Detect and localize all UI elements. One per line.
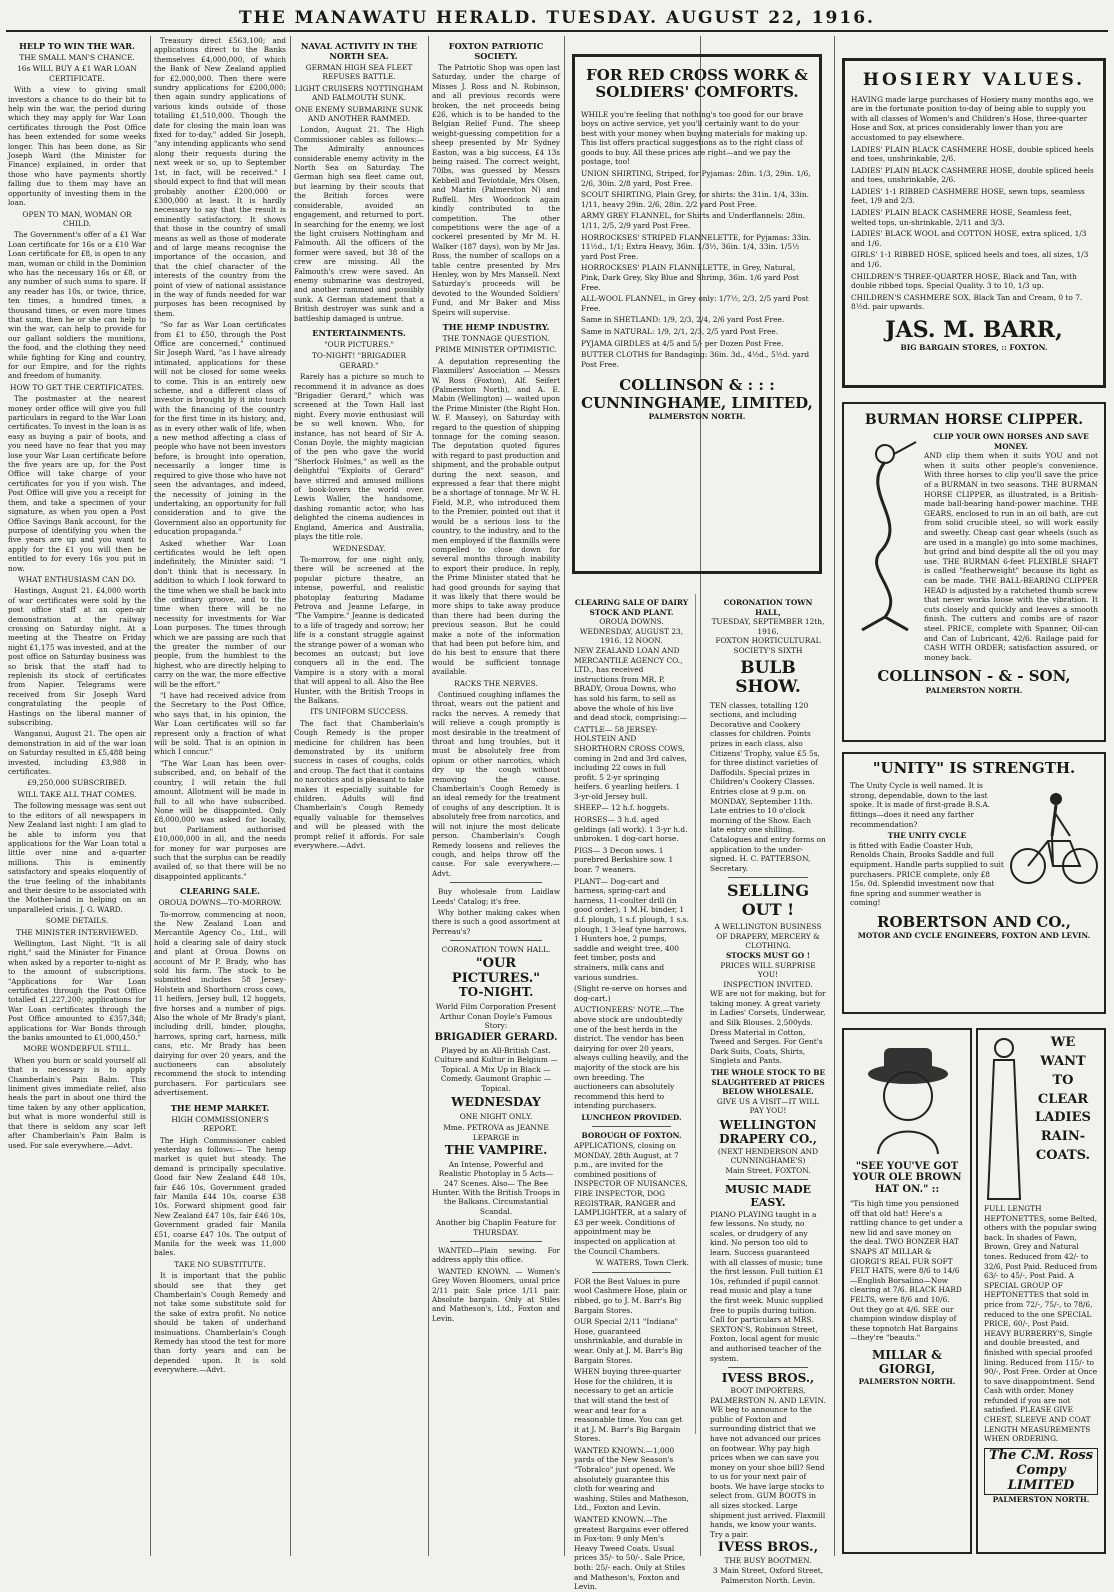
ad-body: The Unity Cycle is well named. It is strong, dependable, down to the last spoke. It is made of first-grade B.S.A. fittings—does it need any farther recommendation? <box>850 781 991 829</box>
dairy-sale-ad <box>568 594 696 1592</box>
price-list <box>581 169 813 369</box>
ad-body: NEW ZEALAND LOAN AND MERCANTILE AGENCY CO., LTD., has received instructions from MR. P. BRADY, Oroua Downs, who has sold his farm, to sell as above the whole of his live and dead stock, comprising:— <box>574 645 688 723</box>
subheading: WHAT ENTHUSIASM CAN DO. <box>18 574 136 584</box>
subheading: GERMAN HIGH SEA FLEET REFUSES BATTLE. <box>305 63 413 82</box>
price-list-item: Same in SHETLAND: 1/9, 2/3, 2/4, 2/6 yard Post Free. <box>581 315 785 325</box>
article-paragraph: The following message was sent out to the editors of all newspapers in New Zealand last night: I am glad to be able to inform you that applications for the War Loan total a little over nine and a-quarter millions. This is eminently satisfactory and speaks eloquently of the true feeling of the inhabitants and their desire to be associated with the Mother-land in helping on an unparalleled crisis. J. G. WARD. <box>8 801 146 914</box>
classified: FOR the Best Values in pure wool Cashmere Hose, plain or ribbed, go to J. M. Barr's Big Bargain Stores. <box>574 1276 687 1315</box>
ad-text: THE BUSY BOOTMEN. <box>724 1556 812 1566</box>
subheading: OROUA DOWNS—TO-MORROW. <box>158 898 282 908</box>
article-paragraph: It is important that the public should see that they get Chamberlain's Cough Remedy and not take some substitute sold for the sake of extra profit. No notice should be taken of underhand insinuations. Chamberlain's Cough Remedy has stood the test for more than forty years and can be depended upon. It is sold everywhere.—Advt. <box>154 1271 286 1375</box>
classified: WANTED KNOWN.—1,000 yards of the New Season's "Tobralco" just opened. We absolutely guarantee this cloth for wearing and washing. Stiles and Matheson, Ltd., Foxton and Levin. <box>574 1445 689 1513</box>
article-paragraph: London, August 21. The High Commissioner cables as follows:— The Admiralty announces considerable enemy activity in the North Sea on Saturday. The German high sea fleet came out, but learning by their scouts that the British forces were considerable, avoided an engagement, and returned to port. In searching for the enemy, we lost the light cruisers Nottingham and Falmouth. All the officers of the former were saved, but 38 of the crew are missing. All the Falmouth's crew were saved. An enemy submarine was destroyed, and another rammed and possibly sunk. A German statement that a British destroyer was sunk and a battleship damaged is untrue. <box>294 125 424 323</box>
stock-list: PIGS— 3 Decon sows. 1 purebred Berkshire sow. 1 boar. 7 weaners. <box>574 845 674 875</box>
headline: ENTERTAINMENTS. <box>312 327 406 338</box>
column-divider <box>428 36 429 1556</box>
headline: CLEARING SALE. <box>180 886 260 897</box>
price-list-item: PYJAMA GIRDLES at 4/5 and 5/- per Dozen Post Free. <box>581 338 784 348</box>
firm-name: IVESS BROS., <box>717 1540 819 1556</box>
ad-body: AND clip them when it suits YOU and not when it suits other people's convenience. With three horses to clip you'll save the price of a BURMAN in two seasons. THE BURMAN HORSE CLIPPER, as illustrated, is a British-made ball-bearing hand-power machine. THE GEARS, enclosed to run in an oil bath, are cut from solid crucible steel, so will work easily and sweetly. Cheap cast gear wheels (such as are used in a mangle) go into some machines, but grind and bind despite all the oil you may use. THE BURMAN 6-feet FLEXIBLE SHAFT is called "featherweight" because its light as can be made. THE BALL-BEARING CLIPPER HEAD is adjusted by a ratcheted thumb screw that never works loose with the vibration. It cuts closely and quickly and leaves a smooth finish. The cutters and combs are of razor steel. PRICE, complete with Spanner, Oil-can and Can of Lubricant, 42/6. Railage paid for CASH WITH ORDER; satisfaction assured, or money back. <box>924 451 1098 662</box>
ad-date: WEDNESDAY, AUGUST 23, 1916. 12 NOON. <box>579 626 684 646</box>
article-paragraph: With a view to giving small investors a chance to do their bit to help win the war, the period during which they may apply for War Loan certificates through the Post Office has been extended for some weeks longer. This has been done, as Sir Joseph Ward (the Minister for Finance) explained, in order that those who have payments shortly falling due to them may have an opportunity of investing them in the loan. <box>8 85 146 208</box>
subheading: ITS UNIFORM SUCCESS. <box>310 707 408 717</box>
article-paragraph: "So far as War Loan certificates from £1 to £50, through the Post Office are concerned," continued Sir Joseph Ward, "as I have already intimated, applications for these will not be closed for some weeks to come. This is an entirely new scheme, and a different class of investor is brought by it into touch with the financing of the country for the first time in its history, and, as in every other walk of life, when a new method affecting a class of people who have not been investors before, is brought into operation, necessarily a longer time is required to give those who have not seen the advantages, and indeed, the necessity of joining in the undertaking, an opportunity for full consideration and to give the Government also an opportunity for education propaganda." <box>154 320 286 537</box>
man-in-hat-illustration <box>850 1034 966 1154</box>
ad-body: PIANO PLAYING taught in a few lessons. No study, no scales, or drudgery of any kind. No person too old to learn. Success guaranteed with all classes of music; tune the first lesson. Full tuition £1 10s, refunded if pupil cannot read music and play a tune the first week. Music supplied free to pupils during tuition. Call for particulars at MRS. SEXTON'S, Robinson Street, Foxton, local agent for music and authorised teacher of the system. <box>710 1209 824 1363</box>
subheading: THE MINISTER INTERVIEWED. <box>16 927 138 937</box>
subheading: "OUR PICTURES." <box>324 339 394 349</box>
bicycle-illustration <box>1008 781 1098 891</box>
price-list <box>851 145 1097 313</box>
divider <box>592 1126 671 1127</box>
headline: FOXTON PATRIOTIC SOCIETY. <box>448 41 544 61</box>
ad-text: Another big Chaplin Feature for THURSDAY. <box>435 1218 557 1237</box>
ad-text: An Intense, Powerful and Realistic Photoplay in 5 Acts—247 Scenes. Also— The Bee Hunter. With the British Troops in the Balkans. Circumstantial Scandal. <box>432 1159 561 1216</box>
ad-text: BOOT IMPORTERS, PALMERSTON N. AND LEVIN. <box>710 1385 826 1405</box>
price-list-item: BUTTER CLOTHS for Bandaging: 36in. 3d., 4½d., 5½d. yard Post Free. <box>581 350 810 369</box>
subheading: £9,250,000 SUBSCRIBED. <box>27 778 127 788</box>
horse-clipper-illustration <box>850 432 920 632</box>
ad-title: BULB SHOW. <box>735 657 801 698</box>
article-paragraph: The Government's offer of a £1 War Loan certificate for 16s or a £10 War Loan certificate for £8, is open to any man, woman or child in the Dominion who has the necessary 16s or £8, or any number of such sums to spare. If any reader has 10s, or twice, thrice, ten times, a hundred times, a thousand times, or even more times that sum, then he or she can help to win the war, can help to provide for our gallant soldiers the munitions, the food, and the clothing they need while fighting for King and country, for our Empire, and for the rights and freedom of humanity. <box>8 230 146 381</box>
ad-text: STOCKS MUST GO ! <box>725 950 811 960</box>
article-paragraph: When you burn or scald yourself all that is necessary is to apply Chamberlain's Pain Balm. This liniment gives immediate relief, also heals the part in about one third the time taken by any other application, but what is more wonderful still is that there is seldom any scar left after Chamberlain's Pain Balm is used. For sale everywhere.—Advt. <box>8 1055 146 1150</box>
subheading: TO-NIGHT! "BRIGADIER GERARD." <box>311 351 407 370</box>
ad-intro: WHILE you're feeling that nothing's too good for our brave boys on active service, yet you'll certainly want to do your best with your money when buying materials for making up. This list offers practical suggestions as to the right class of goods to buy. All these prices are right—and we pay the postage, too! <box>581 109 808 167</box>
classified: WANTED KNOWN. — Women's Grey Woven Bloomers, usual price 2/11 pair. Sale price 1/11 pair. Absolute bargain. Only at Stiles and Matheson's, Ltd., Foxton and Levin. <box>432 1266 560 1323</box>
ad-body: "Tis high time you pensioned off that old hat! Here's a rattling chance to get under a new lid and save money on the deal. TWO BONZER HAT SNAPS AT MILLAR & GIORGI'S REAL FUR SOFT FELT HATS, were 8/6 to 14/6—English Borsalino—Now clearing at 7/6. BLACK HARD FELTS, were 8/6 and 10/6. Out they go at 4/6. SEE our champion window display of these topnotch Hat Bargains—they're "beauts." <box>850 1199 963 1343</box>
firm-sub: MOTOR AND CYCLE ENGINEERS, FOXTON AND LEVIN. <box>857 931 1091 941</box>
ad-text: FOXTON HORTICULTURAL SOCIETY'S SIXTH <box>715 636 821 655</box>
ad-intro: HAVING made large purchases of Hosiery many months ago, we are in the fortunate position to-day of being able to supply you with all classes of Women's and Children's Hose, three-quarter Hose and Sox, at prices considerably lower than you are accustomed to pay elsewhere. <box>851 94 1094 142</box>
ad-title: TO-NIGHT. <box>458 985 534 1000</box>
price-list-item: Same in NATURAL: 1/9, 2/1, 2/3, 2/5 yard Post Free. <box>581 326 779 336</box>
article-paragraph: Hastings, August 21. £4,000 worth of war certificates were sold by the post office staff at an open-air demonstration at the railway crossing on Saturday night. At a meeting at the Theatre on Friday night £1,175 was invested, and at the post office on Saturday business was so brisk that the staff had to replenish its stock of certificates from Napier. Telegrams were received from Sir Joseph Ward congratulating the people of Hastings on the liberal manner of subscribing. <box>8 586 146 728</box>
classified: WHEN buying three-quarter Hose for the children, it is necessary to get an article that will stand the test of wear and tear for a reasonable time. You can get it at J. M. Barr's Big Bargain Stores. <box>574 1367 683 1444</box>
masthead <box>6 6 1108 32</box>
cm-ross-ad <box>976 1028 1106 1554</box>
price-list-item: LADIES' PLAIN BLACK CASHMERE HOSE, double spliced heels and toes, unshrinkable, 2/6. <box>851 144 1094 164</box>
article-paragraph: "I have had received advice from the Secretary to the Post Office, who says that, in his opinion, the War Loan certificates will so far represent only a fraction of what will be sold. That is an opinion in which I concur." <box>154 691 286 757</box>
firm-name: JAS. M. BARR, <box>885 317 1063 344</box>
ad-body: WE are not for making, but for taking money. A great variety in Ladies' Corsets, Underwear, and Silk Blouses. 2,500yds. Dress Material in Cotton, Tweed and Serges. For Gent's Dark Suits, Coats, Shirts, Singlets and Pants. <box>710 989 826 1066</box>
price-list-item: CHILDREN'S THREE-QUARTER HOSE, Black and Tan, with double ribbed tops. Special Quality. 3 to 10, 1/3 up. <box>851 271 1077 291</box>
ad-text: GIVE US A VISIT—IT WILL PAY YOU! <box>716 1096 820 1116</box>
ad-note: (Slight re-serve on horses and dog-cart.) <box>574 984 687 1003</box>
ad-place: OROUA DOWNS. <box>599 617 664 627</box>
price-list-item: LADIES' 1-1 RIBBED CASHMERE HOSE, sewn tops, seamless feet, 1/9 and 2/3. <box>851 186 1085 206</box>
subheading: ONE ENEMY SUBMARINE SUNK AND ANOTHER RAMMED. <box>295 104 423 124</box>
ad-title: "UNITY" IS STRENGTH. <box>872 759 1076 777</box>
ad-body: FULL LENGTH HEPTONETTES, some Belted, others with the popular swing back. In shades of Fawn, Brown, Grey and Natural tones. Reduced from 42/- to 32/6, Post Paid. Reduced from 63/- to 45/-, Post Paid. A SPECIAL GROUP OF HEPTONETTES that sold in price from 72/-, 75/-, to 78/6, reduced to the one SPECIAL PRICE, 60/-, Post Paid. HEAVY BURBERRY'S, Single and double breasted, and finished with special proofed lining. Reduced from 115/- to 90/-, Post Free. Order at Once to save disappointment. Send Cash with order. Money refunded if you are not satisfied. PLEASE GIVE CHEST, SLEEVE AND COAT LENGTH MEASUREMENTS WHEN ORDERING. <box>984 1204 1098 1444</box>
ad-title: MUSIC MADE EASY. <box>724 1183 812 1210</box>
stock-list: HORSES— 3 h.d. aged geldings (all work). 1 3-yr h.d. unbroken. 1 dog-cart horse. <box>574 815 688 844</box>
classified: OUR Special 2/11 "Indiana" Hose, guaranteed unshrinkable, and durable in wear. Only at J. M. Barr's Big Bargain Stores. <box>574 1317 683 1365</box>
subheading: THE TONNAGE QUESTION. <box>442 333 550 343</box>
subheading: 16s WILL BUY A £1 WAR LOAN CERTIFICATE. <box>17 64 137 83</box>
ad-text: 3 Main Street, Oxford Street, Palmerston North. Levin. <box>712 1565 824 1585</box>
ad-title: FOR RED CROSS WORK & SOLDIERS' COMFORTS. <box>586 66 808 102</box>
subheading: OPEN TO MAN, WOMAN OR CHILD. <box>22 209 132 228</box>
article-paragraph: The fact that Chamberlain's Cough Remedy is the proper medicine for children has been demonstrated by its uniform success in cases of coughs, colds and croup. The fact that it contains no narcotics and is pleasant to take makes it especially suitable for children. Adults will find Chamberlain's Cough Remedy equally valuable for themselves and will be pleased with the prompt relief it affords. For sale everywhere.—Advt. <box>294 718 424 851</box>
ad-title: SELLING OUT ! <box>726 881 810 919</box>
subheading: RACKS THE NERVES. <box>454 678 538 688</box>
ad-body: AUCTIONEERS' NOTE.—The above stock are undoubtedly one of the best herds in the district. The vendor has been dairying for over 20 years, always culling heavily, and the majority of the stock are his own breeding. The auctioneers can absolutely recommend this herd to intending purchasers. <box>574 1005 689 1111</box>
firm-name: COLLINSON - & - SON, <box>877 667 1071 686</box>
stock-list: SHEEP— 12 h.f. hoggets. <box>574 803 670 813</box>
subheading: SOME DETAILS. <box>45 916 109 926</box>
article-paragraph: The postmaster at the nearest money order office will give you full particulars in regard to the War Loan certificates. To invest in the loan is as easy as buying a pair of boots, and you need have no fear that you may lose your War Loan certificate before the five years are up, for the Post Office will take charge of your certificates for you if you wish. The Post Office will give you a receipt for them, and take a specimen of your signature, as when you open a Post Office Savings Bank account, for the purpose of identifying you when the five years are up and you want to apply for the £1 you will then be entitled to for every 16s you put in now. <box>8 394 146 573</box>
ad-title: WE WANT TO CLEAR LADIES RAIN-COATS. <box>1035 1035 1091 1164</box>
subheading: TAKE NO SUBSTITUTE. <box>174 1259 266 1269</box>
ad-text: ONE NIGHT ONLY. <box>459 1111 533 1121</box>
right-inner-column <box>704 594 832 1585</box>
divider <box>450 940 542 941</box>
subheading: WEDNESDAY. <box>332 543 386 553</box>
hall-name: CORONATION TOWN HALL. <box>441 945 551 955</box>
ad-text: A WELLINGTON BUSINESS OF DRAPERY, MERCERY & CLOTHING. <box>714 922 822 951</box>
headline: NAVAL ACTIVITY IN THE NORTH SEA. <box>301 41 417 61</box>
article-paragraph: Continued coughing inflames the throat, wears out the patient and racks the nerves. A remedy that will relieve a cough promptly is most desirable in the treatment of throat and lung troubles, but it must be absolutely free from opium or other narcotics, which dry up the cough without removing the cause. Chamberlain's Cough Remedy is an ideal remedy for the treatment of coughs of any description. It is absolutely free from narcotics, and will not injure the most delicate person. Chamberlain's Cough Remedy loosens and relieves the cough, and helps throw off the cause. For sale everywhere.—Advt. <box>432 690 560 878</box>
firm-name: ROBERTSON AND CO., <box>877 912 1071 931</box>
stock-list: CATTLE— 58 JERSEY-HOLSTEIN AND SHORTHORN CROSS COWS, coming in 2nd and 3rd calves, including 22 cows in full profit. 5 2-yr springing heifers. 6 yearling heifers. 1 3-yr-old Jersey bull. <box>574 724 687 801</box>
column-divider <box>290 36 291 1556</box>
ad-subhead: THE UNITY CYCLE <box>887 831 967 841</box>
article-paragraph: "The War Loan has been over-subscribed, and, on behalf of the country, I will retain the full amount. Allotment will be made in full to all who have subscribed. None will be disappointed. Only £8,000,000 was asked for locally, but Parliament authorised £10,000,000 in all, and the needs for money for war purposes are such that the surplus can be readily availed of, so that there will be no disappointed applicants." <box>154 758 286 881</box>
firm-town: PALMERSTON NORTH. <box>925 685 1023 695</box>
ad-body: APPLICATIONS, closing on MONDAY, 28th August, at 7 p.m., are invited for the combined positions of INSPECTOR OF NUISANCES, FIRE INSPECTOR, DOG REGISTRAR, RANGER and LAMPLIGHTER, at a salary of £3 per week. Conditions of appointment may be inspected on application at the Council Chambers. <box>574 1141 688 1256</box>
divider <box>728 1179 808 1180</box>
ad-body: is fitted with Eadie Coaster Hub, Renolds Chain, Brooks Saddle and full equipment. Handle parts supplied to suit purchasers. PRICE complete, only £8 15s. 0d. Splendid investment now that fine spring and summer weather is coming! <box>850 840 1004 908</box>
column-3 <box>294 36 424 1556</box>
divider <box>592 1272 671 1273</box>
lady-raincoat-illustration <box>984 1034 1024 1204</box>
article-paragraph: The High Commissioner cabled yesterday as follows:— The hemp market is quiet but steady. The demand is principally speculative. Good fair New Zealand £48 10s, fair £46 10s, Government graded fair Manila £44 10s, coarse £38 10s. Forward shipment good fair New Zealand £47 10s, fair £46 10s, Government graded fair Manila £51, coarse £47 10s. The output of Manila for the week was 11,000 bales. <box>154 1135 286 1258</box>
article-paragraph: To-morrow, for one night only, there will be screened at the popular picture theatre, an intense, powerful, and realistic photoplay featuring Madame Petrova and Jeanne Lefarge, in "The Vampire." Jeanne is dedicated to a life of tragedy and sorrow; her life is a constant struggle against the strange power of a woman who becomes an outcast; but love conquers all in the end. The Vampire is a story with a moral that will appeal to all. Also the Bee Hunter, with the British Troops in the Balkans. <box>294 554 424 705</box>
column-divider <box>834 36 835 1556</box>
divider <box>450 1241 542 1242</box>
price-list-item: LADIES' PLAIN BLACK CASHMERE HOSE, double spliced heels and toes, unshrinkable, 2/6. <box>851 165 1094 185</box>
firm-town: PALMERSTON NORTH. <box>648 411 746 421</box>
column-divider <box>150 36 151 1556</box>
price-list-item: GIRLS' 1-1 RIBBED HOSE, spliced heels and toes, all sizes, 1/3 and 1/6. <box>851 250 1089 270</box>
unity-cycle-ad <box>842 752 1106 1014</box>
firm-name: COLLINSON & : : : CUNNINGHAME, LIMITED, <box>581 376 813 412</box>
ad-text: Main Street, FOXTON. <box>725 1165 811 1175</box>
ad-title: WEDNESDAY <box>451 1094 541 1109</box>
ad-title: "OUR PICTURES." <box>451 955 541 986</box>
ad-sign: W. WATERS, Town Clerk. <box>595 1258 689 1268</box>
column-2 <box>154 36 286 1556</box>
ad-footer: LUNCHEON PROVIDED. <box>581 1112 682 1122</box>
firm-town: PALMERSTON NORTH. <box>858 1376 956 1386</box>
price-list-item: ALL-WOOL FLANNEL, in Grey only: 1/7½, 2/3, 2/5 yard Post Free. <box>581 294 809 313</box>
ad-text: PRICES WILL SURPRISE YOU! <box>720 960 816 980</box>
price-list-item: CHILDREN'S CASHMERE SOX, Black Tan and Cream, 0 to 7. 8½d. pair upwards. <box>851 292 1083 312</box>
red-cross-ad <box>572 54 822 574</box>
classified: WANTED KNOWN.—The greatest Bargains ever offered in Fox-ton: 9 only Men's Heavy Tweed Coats. Usual prices 35/- to 50/-. Sale Price, both: 25/- each. Only at Stiles and Matheson's, Foxton and Levin. <box>574 1515 689 1592</box>
ad-body: WE beg to announce to the public of Foxton and surrounding district that we have not advanced our prices on footwear. Why pay high prices when we can save you money on your shoe bill? Send to us for your next pair of boots. We have large stocks to select from. GUM BOOTS in all sizes stocked. Large shipment just arrived. Flaxmill hands, we know your wants. Try a pair. <box>710 1405 826 1539</box>
ad-title: CLEARING SALE OF DAIRY STOCK AND PLANT. <box>574 598 689 617</box>
article-paragraph: A deputation representing the Flaxmillers' Association — Messrs W. Ross (Foxton), Alf. Seifert (Palmerston North), and A. E. Mabin (Wellington) — waited upon the Prime Minister (the Right Hon. W. F. Massey), on Saturday with regard to the question of shipping tonnage for the coming season. The deputation quoted figures with regard to past production and shipment, and the probable output during the next season, and expressed a fear that there might be a shortage of tonnage. Mr W. H. Field, M.P., who introduced them to the Premier, pointed out that it would be a serious loss to the country, to the industry, and to the men employed if the flaxmills were compelled to close down for several months through inability to export their produce. In reply, the Prime Minister stated that he had good grounds for saying that it was likely that there would be more ships to take away produce than there had been during the previous season. But he could make a note of the information that had been put before him, and do his best to ensure that there would be sufficient tonnage available. <box>432 356 560 677</box>
price-list-item: LADIES' PLAIN BLACK CASHMERE HOSE, Seamless feet, welted tops, un-shrinkable, 2/11 and 3/3. <box>851 208 1072 227</box>
headline: THE HEMP INDUSTRY. <box>442 321 550 332</box>
horse-clipper-ad <box>842 402 1106 742</box>
store-logo: The C.M. Ross Compy LIMITED <box>984 1448 1098 1495</box>
ad-text: INSPECTION INVITED. <box>723 979 813 989</box>
price-list-item: HORROCKSES' STRIPED FLANNELETTE, for Pyjamas: 33in. 11½d., 1/1; Extra Heavy, 36in. 1/3½, 36in. 1/4, 33in. 1/5½ yard Post Free. <box>581 232 811 261</box>
column-divider <box>564 36 565 1556</box>
film-title: THE VAMPIRE. <box>444 1143 548 1157</box>
subheading: LIGHT CRUISERS NOTTINGHAM AND FALMOUTH SUNK. <box>294 83 424 103</box>
subheading: THE SMALL MAN'S CHANCE. <box>19 53 135 62</box>
hall-name: CORONATION TOWN HALL, <box>723 598 813 617</box>
ad-text: Played by an All-British Cast. Culture and Kultur in Belgium —Topical. A Mix Up in Black —Comedy. Gaumont Graphic —Topical. <box>434 1045 558 1093</box>
firm-name: IVESS BROS., <box>721 1371 815 1386</box>
ad-text: World Film Corporation Present Arthur Conan Doyle's Famous Story: <box>435 1002 557 1031</box>
film-title: BRIGADIER GERARD. <box>434 1032 558 1044</box>
ad-body: TEN classes, totalling 120 sections, and including Decorative and Cookery classes for children. Points prizes in each class, also Citizens' Trophy, value £5 5s, for three distinct varieties of Daffodils. Special prizes in Children's Cookery Classes. Entries close at 9 p.m. on MONDAY, September 11th. Late entries to 10 o'clock morning of the Show. Each late entry one shilling. Catalogues and entry forms on application to the under-signed. H. C. PATTERSON, Secretary. <box>710 700 826 873</box>
price-list-item: LADIES' BLACK WOOL and COTTON HOSE, extra spliced, 1/3 and 1/6. <box>851 229 1087 248</box>
millar-giorgi-ad <box>842 1028 972 1554</box>
article-paragraph: The Patriotic Shop was open last Saturday, under the charge of Misses J. Ross and N. Robinson, and all previous records were broken, the net proceeds being £26, which is to be handed to the Belgian Relief Fund. The sheep weight-guessing competition for a sheep presented by Mr Sydney Easton, was a big success, £4 13s being raised. The correct weight, 70lbs, was guessed by Messrs Kebbell and Teviotdale, Mrs Olsen, and Martin (Palmerston N) and Ruffell. Mrs Woodcock again kindly contributed to the competition. The other competitions were the age of a cockerel presented by Mr M. H. Walker (187 days), won by Mr Jas. Ross, the number of scallops on a table centre presented by Mrs Henley, won by Mrs Mansell. Next Saturday's proceeds will be devoted to the Wounded Soldiers' Fund, and Mr Baker and Miss Speirs will supervise. <box>432 63 560 317</box>
subheading: HOW TO GET THE CERTIFICATES. <box>10 382 144 392</box>
price-list-item: ARMY GREY FLANNEL, for Shirts and Underflannels: 28in. 1/11, 2/5, 2/9 yard Post Free. <box>581 211 805 231</box>
ad-title: BURMAN HORSE CLIPPER. <box>864 412 1084 428</box>
ad-text: THE WHOLE STOCK TO BE SLAUGHTERED AT PRICES BELOW WHOLESALE. <box>710 1068 826 1097</box>
price-list-item: UNION SHIRTING, Striped, for Pyjamas: 28in. 1/3, 29in. 1/6, 2/6, 30in. 2/8 yard, Post Free. <box>581 169 811 188</box>
firm-town: PALMERSTON NORTH. <box>992 1494 1090 1504</box>
stock-list: PLANT— Dog-cart and harness, spring-cart and harness, 11-coulter drill (in good order), 1 M.H. binder, 1 d.f. plough, 1 s.f. plough, 1 s.s. plough, 1 3-leaf tyne harrows, 1 Hunters hoe, 2 pumps, saddle and weight tree, 400 feet timber, posts and strainers, milk cans and various sundries. <box>574 876 689 982</box>
article-paragraph: Treasury direct £563,100; and applications direct to the Banks themselves £4,000,000, of which the Bank of New Zealand applied for £2,000,000. Then there were sundry applications for £200,000; then again sundry applications of various kinds outside of those totalling £1,510,000. Though the date for closing the main loan was fixed for to-day," added Sir Joseph, "any intending applicants who send along their requests during the next week or so, up to September 1st, in fact, will be received." I should expect to find that will mean probably another £200,000 or £300,000 at least. It is hardly necessary to say that the result is eminently satisfactory. It shows that those in the country of small means as well as those of moderate and of large means recognise the importance of the occasion, and that the chief character of the interests of the country from the point of view of national assistance in the way of funds needed for war purposes has been recognised by them. <box>154 36 286 318</box>
ad-title: HOSIERY VALUES. <box>862 70 1086 90</box>
classified: WANTED—Plain sewing. For address apply this office. <box>432 1246 560 1265</box>
ad-lead: CLIP YOUR OWN HORSES AND SAVE MONEY. <box>933 432 1089 451</box>
column-4 <box>432 36 560 1556</box>
price-list-item: HORROCKSES' PLAIN FLANNELETTE, in Grey, Natural, Pink, Dark Grey, Sky Blue and Shrimp, 36in. 1/6 yard Post Free. <box>581 263 799 292</box>
firm-store: BIG BARGAIN STORES, :: FOXTON. <box>900 343 1048 353</box>
article-paragraph: Rarely has a picture so much to recommend it in advance as does "Brigadier Gerard," which was screened at the Town Hall last night. Every movie enthusiast will be so well known. Who, for instance, has not heard of Sir A. Conan Doyle, the mighty magician of the pen who gave the world "Sherlock Holmes," as well as the delightful "Exploits of Gerard" have stirred and amused millions of book-lovers the world over. Lewis Waller, the handsome, dashing romantic actor, who has delighted the cinema audiences in England, America and Australia, plays the title role. <box>294 372 424 542</box>
subheading: PRIME MINISTER OPTIMISTIC. <box>435 345 557 355</box>
divider <box>450 882 542 883</box>
ad-text: (NEXT HENDERSON AND CUNNINGHAME'S) <box>717 1146 819 1166</box>
article-paragraph: Wanganui, August 21. The open air demonstration in aid of the war loan on Saturday resulted in £5,488 being invested, including £3,988 in certificates. <box>8 729 146 777</box>
subheading: WILL TAKE ALL THAT COMES. <box>17 789 137 799</box>
hosiery-ad <box>842 58 1106 388</box>
divider <box>728 877 808 878</box>
subheading: MORE WONDERFUL STILL. <box>23 1044 131 1054</box>
headline: HELP TO WIN THE WAR. <box>19 41 135 51</box>
column-1 <box>8 36 146 1556</box>
article-paragraph: Wellington, Last Night. "It is all right," said the Minister for Finance when asked by a reporter to-night as to the amount of subscriptions. "Applications for War Loan certificates through the Post Office totalled £1,227,200; applications for War Loan certificates through the Post Office amounted to £357,348; applications for War Bonds through the banks amounted to £1,000,450." <box>8 938 146 1043</box>
article-paragraph: Asked whether War Loan certificates would be left open indefinitely, the Minister said: "I don't think that is necessary. In addition to which I look forward to the time when we shall be back into the ordinary groove, and to the time when there will be no necessity for investments for War Loan purposes. The times through which we are passing are such that the greater the number of our people, from the humblest to the highest, who are directly helping to carry on the war, the more effective will be the effort." <box>154 538 286 689</box>
masthead-title: THE MANAWATU HERALD. TUESDAY. AUGUST 22, 1916. <box>239 8 875 28</box>
article-paragraph: Buy wholesale from Laidlaw Leeds' Catalog; it's free. <box>432 887 560 906</box>
divider <box>728 1367 808 1368</box>
ad-title: BOROUGH OF FOXTON. <box>581 1131 682 1141</box>
headline: THE HEMP MARKET. <box>170 1102 270 1113</box>
ad-date: TUESDAY, SEPTEMBER 12th, 1916. <box>711 617 825 636</box>
ad-quote: "SEE YOU'VE GOT YOUR OLE BROWN HAT ON." :: <box>852 1160 962 1195</box>
price-list-item: SCOUT SHIRTING, Plain Grey, for shirts: the 31in. 1/4, 33in. 1/11, heavy 29in. 2/6, 28in. 2/2 yard Post Free. <box>581 190 809 209</box>
ad-text: Mme. PETROVA as JEANNE LEPARGE in <box>443 1123 549 1142</box>
article-paragraph: To-morrow, commencing at noon, the New Zealand Loan and Mercantile Agency Co., Ltd., will hold a clearing sale of dairy stock and plant at Oroua Downs on account of Mr P. Brady, who has sold his farm. The stock to be submitted includes 58 Jersey-Holstein and Shorthorn cross cows, 11 heifers, Jersey bull, 12 hoggets, five horses and a number of pigs. Also the whole of Mr Brady's plant, including drill, binder, ploughs, harrows, spring cart, harness, milk cans, etc. Mr Brady has been dairying for over 20 years, and the auctioneers can absolutely recommend the stock to intending purchasers. For particulars see advertisement. <box>154 909 286 1098</box>
article-paragraph: Why bother making cakes when there is such a good assortment at Perreau's? <box>432 907 560 936</box>
subheading: HIGH COMMISSIONER'S REPORT. <box>171 1114 269 1134</box>
firm-name: WELLINGTON DRAPERY CO., <box>719 1118 817 1146</box>
firm-name: MILLAR & GIORGI, <box>871 1348 943 1376</box>
